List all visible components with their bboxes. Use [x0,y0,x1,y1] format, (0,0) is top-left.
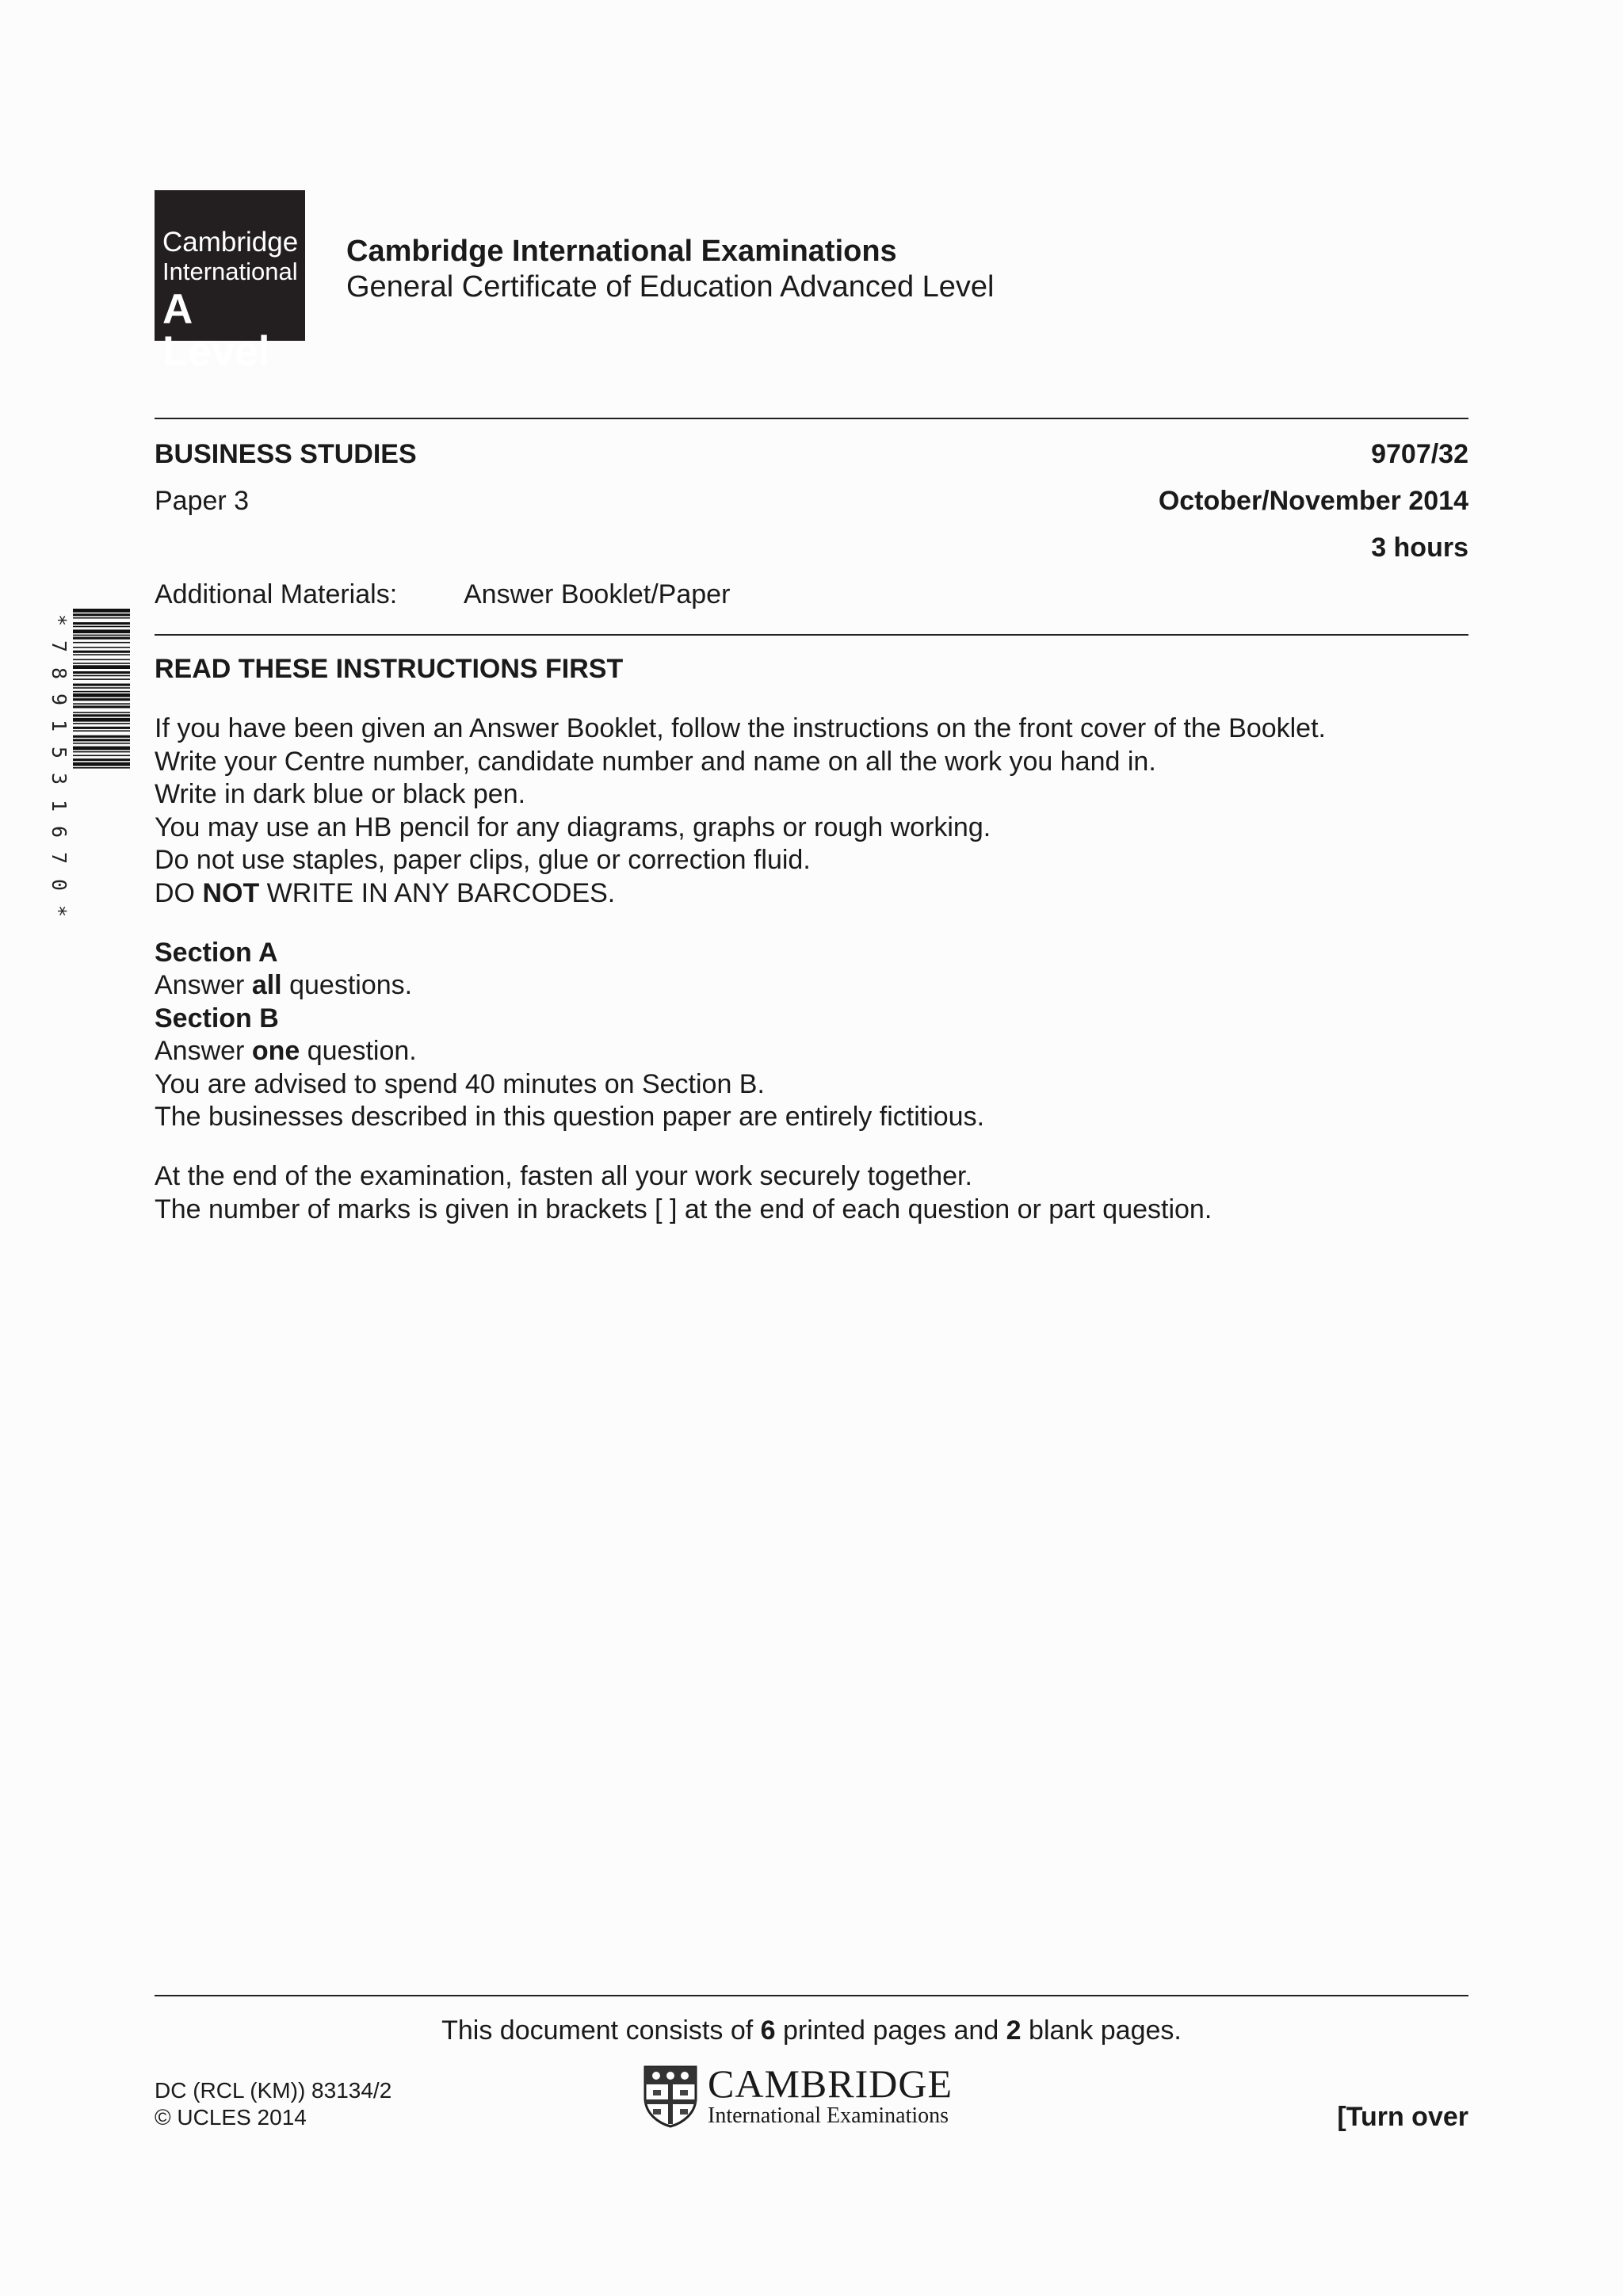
instruction-line: If you have been given an Answer Booklet, follow the instructions on the front cover of the Booklet. [155,713,1326,743]
barcode-digit: 8 [48,667,71,679]
barcode-digit: 7 [48,852,71,865]
section-b-heading: Section B [155,1003,279,1033]
barcode-warning: DO NOT WRITE IN ANY BARCODES. [155,878,616,908]
barcode-digit: 5 [48,746,71,758]
instruction-line: Write your Centre number, candidate number and name on all the work you hand in. [155,747,1156,777]
advice-line: The businesses described in this question paper are entirely fictitious. [155,1102,985,1132]
page-count-note: This document consists of 6 printed pages and 2 blank pages. [441,2015,1182,2046]
details-divider [155,634,1468,636]
materials-label: Additional Materials: [155,579,398,609]
section-a-rule: Answer all questions. [155,970,413,1000]
barcode-digit: 7 [48,640,71,653]
logo-line-a-level: A Level [162,286,270,375]
subject-title: BUSINESS STUDIES [155,439,417,469]
barcode-digit: 9 [48,693,71,706]
cambridge-brand-subtitle: International Examinations [708,2103,949,2128]
cambridge-crest-icon [643,2065,698,2128]
header-divider [155,418,1468,419]
advice-line: You are advised to spend 40 minutes on Section B. [155,1069,765,1099]
footer-divider [155,1995,1468,1996]
barcode-digit: 3 [48,773,71,785]
section-a-heading: Section A [155,938,278,968]
barcode-digit: 6 [48,825,71,838]
logo-line-international: International [162,258,298,285]
materials-value: Answer Booklet/Paper [464,579,731,609]
paper-code: 9707/32 [1371,439,1468,469]
exam-board-name: Cambridge International Examinations [346,235,897,268]
end-line: The number of marks is given in brackets [ ] at the end of each question or part question. [155,1194,1212,1224]
end-line: At the end of the examination, fasten all your work securely together. [155,1161,972,1191]
logo-line-cambridge: Cambridge [162,227,299,258]
instruction-line: You may use an HB pencil for any diagrams, graphs or rough working. [155,812,991,842]
barcode-digit: 1 [48,799,71,812]
exam-session: October/November 2014 [1158,486,1468,516]
barcode-digit: 0 [48,878,71,891]
exam-duration: 3 hours [1371,533,1468,563]
barcode-digit: 1 [48,720,71,732]
cambridge-a-level-logo [155,190,305,375]
qualification-name: General Certificate of Education Advanced Level [346,270,995,304]
document-reference: DC (RCL (KM)) 83134/2 [155,2078,392,2103]
turn-over-note: [Turn over [1337,2102,1468,2132]
barcode-digit: * [48,613,71,627]
barcode-digits [49,609,70,923]
barcode-digit: * [48,904,71,917]
copyright-notice: © UCLES 2014 [155,2105,307,2130]
paper-name: Paper 3 [155,486,250,516]
instructions-heading: READ THESE INSTRUCTIONS FIRST [155,654,624,684]
cambridge-brand: CAMBRIDGE [708,2061,953,2106]
instruction-line: Write in dark blue or black pen. [155,779,526,809]
instruction-line: Do not use staples, paper clips, glue or correction fluid. [155,845,811,875]
barcode-icon [73,609,130,923]
section-b-rule: Answer one question. [155,1036,417,1066]
